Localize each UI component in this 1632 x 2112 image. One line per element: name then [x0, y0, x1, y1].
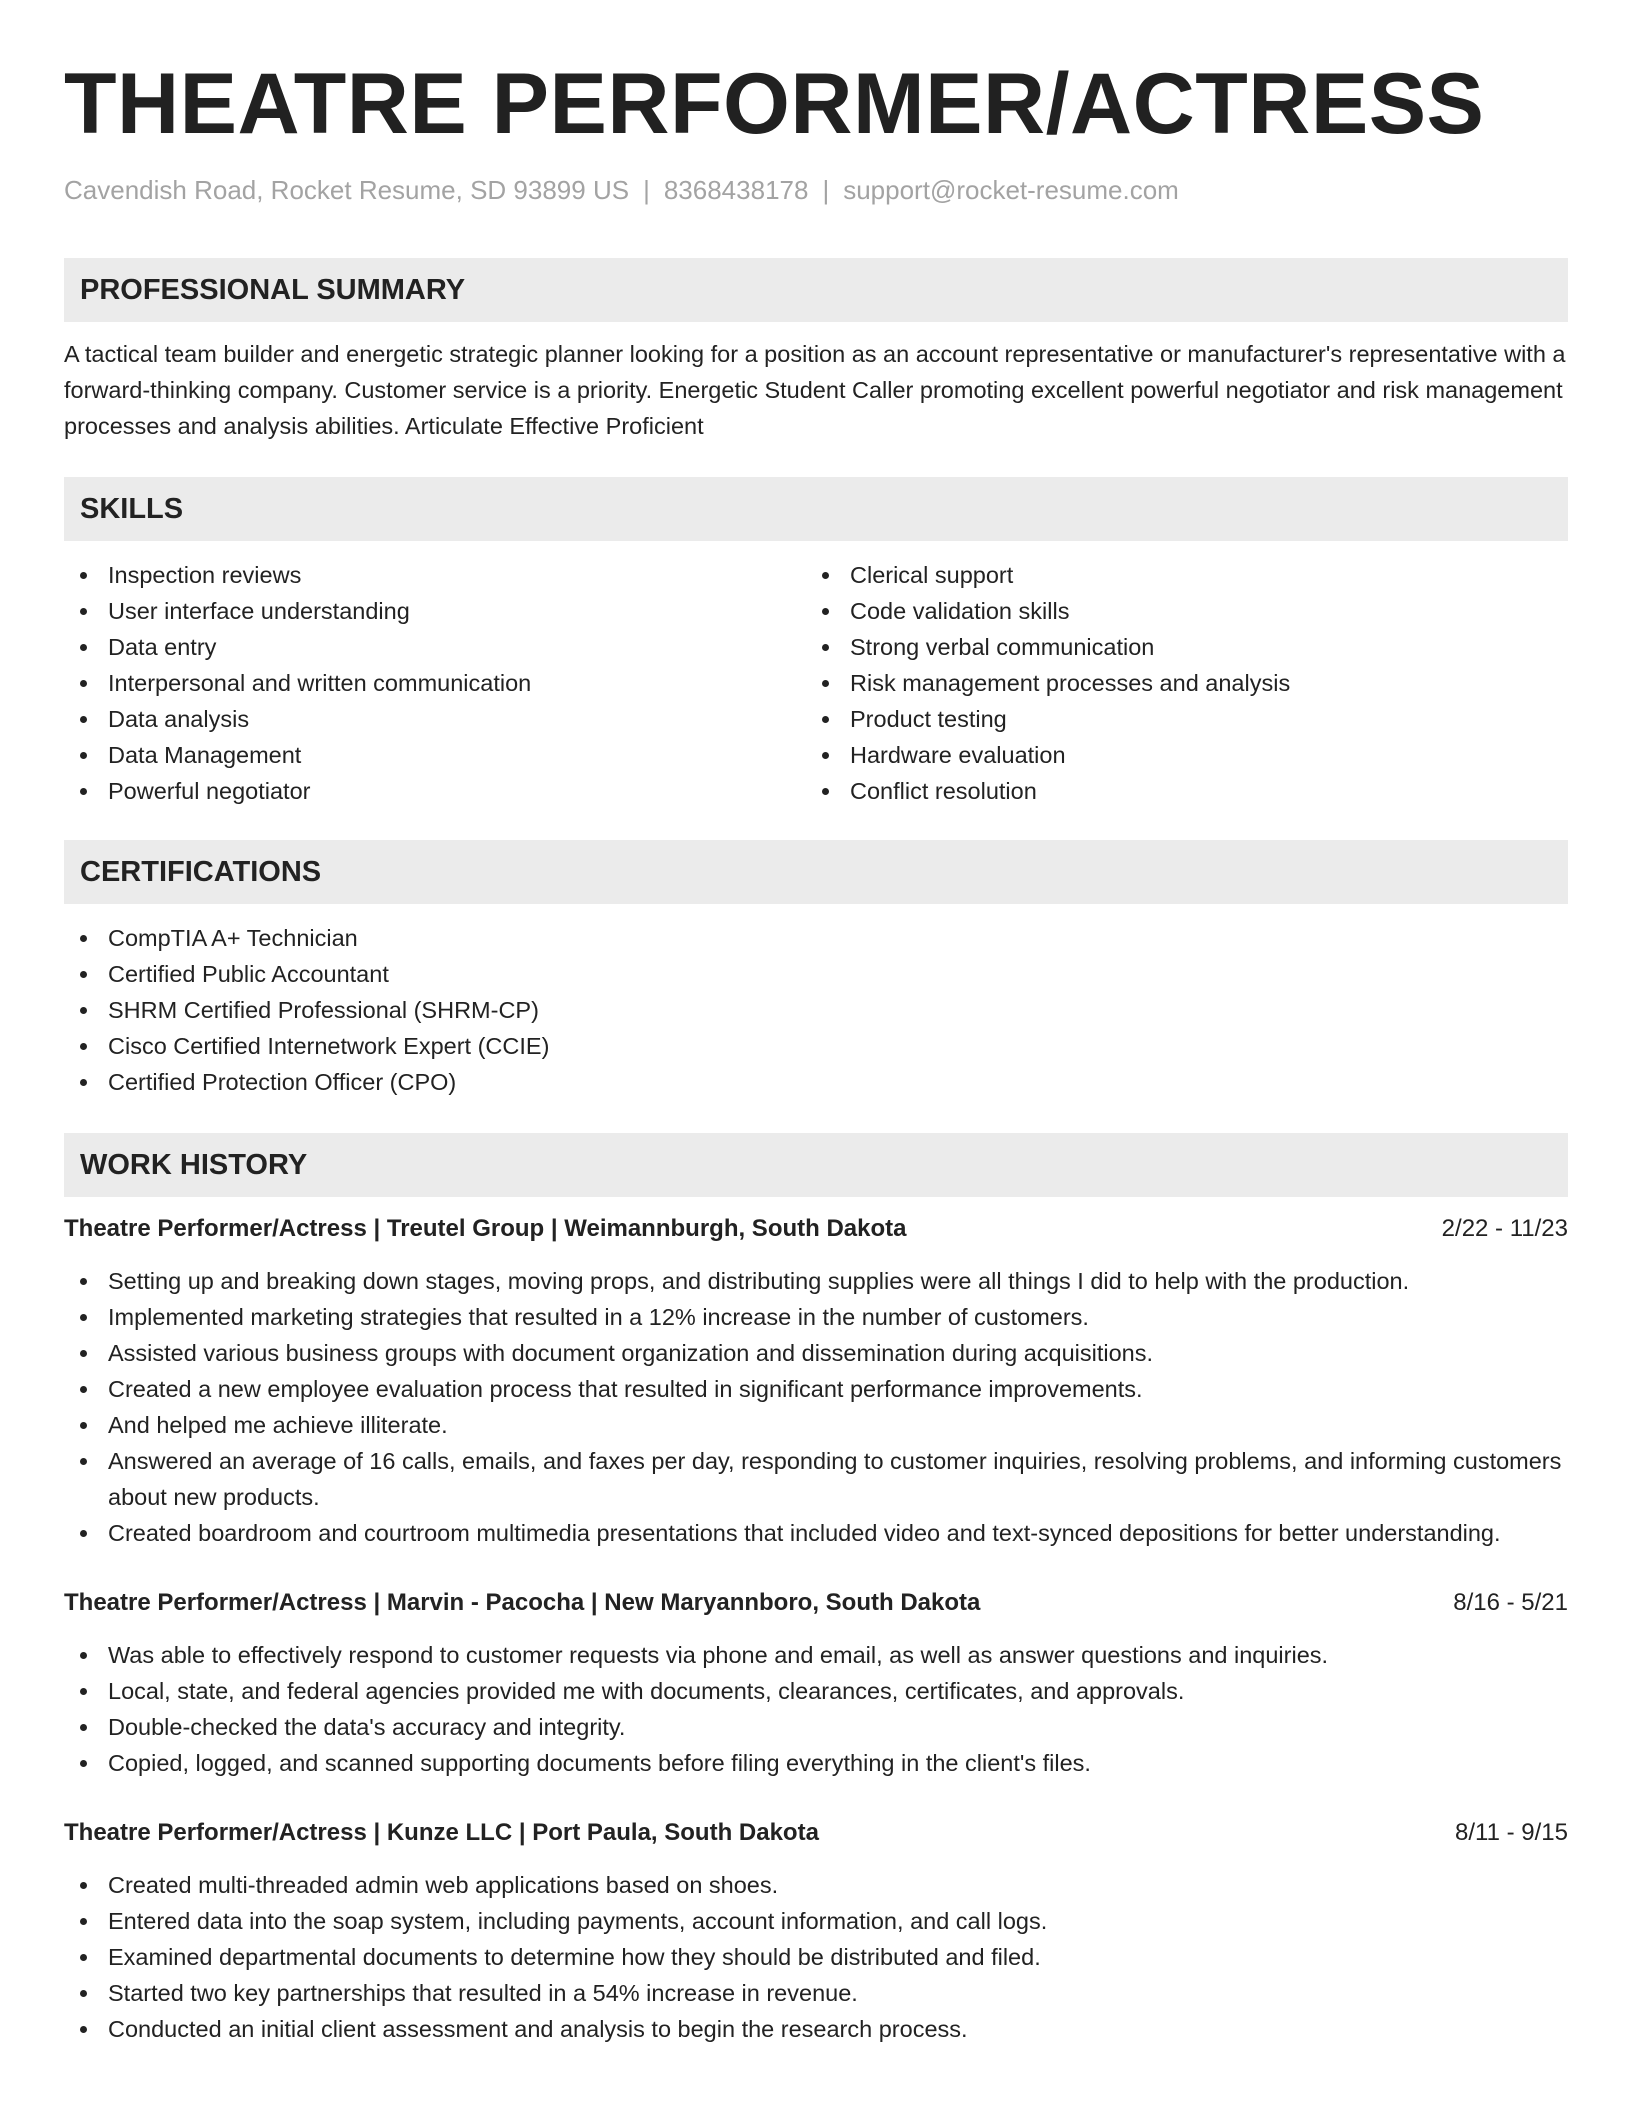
list-item: Created multi-threaded admin web applications based on shoes.	[64, 1867, 1568, 1903]
list-item: Entered data into the soap system, including payments, account information, and call logs.	[64, 1903, 1568, 1939]
list-item: Hardware evaluation	[806, 737, 1548, 773]
list-item: Copied, logged, and scanned supporting documents before filing everything in the client's files.	[64, 1745, 1568, 1781]
list-item: Product testing	[806, 701, 1548, 737]
contact-phone: 8368438178	[663, 175, 809, 205]
job-title: Theatre Performer/Actress | Kunze LLC | Port Paula, South Dakota	[64, 1819, 819, 1846]
job-bullets	[64, 1867, 1568, 2047]
job-entry	[64, 1585, 1568, 1781]
list-item: Examined departmental documents to determine how they should be distributed and filed.	[64, 1939, 1568, 1975]
contact-email: support@rocket-resume.com	[843, 175, 1179, 205]
contact-address: Cavendish Road, Rocket Resume, SD 93899 US	[64, 175, 630, 205]
skills-column-right	[806, 557, 1548, 809]
skills-grid	[64, 557, 1568, 809]
job-title: Theatre Performer/Actress | Treutel Group | Weimannburgh, South Dakota	[64, 1215, 907, 1242]
list-item: SHRM Certified Professional (SHRM-CP)	[64, 992, 1568, 1028]
list-item: Started two key partnerships that resulted in a 54% increase in revenue.	[64, 1975, 1568, 2011]
certifications-list	[64, 920, 1568, 1100]
list-item: Double-checked the data's accuracy and integrity.	[64, 1709, 1568, 1745]
list-item: Implemented marketing strategies that resulted in a 12% increase in the number of customers.	[64, 1299, 1568, 1335]
list-item: Powerful negotiator	[64, 773, 806, 809]
list-item: Assisted various business groups with document organization and dissemination during acquisitions.	[64, 1335, 1568, 1371]
list-item: Risk management processes and analysis	[806, 665, 1548, 701]
job-entry	[64, 1211, 1568, 1551]
job-title: Theatre Performer/Actress | Marvin - Pacocha | New Maryannboro, South Dakota	[64, 1589, 981, 1616]
job-bullets	[64, 1637, 1568, 1781]
list-item: Created boardroom and courtroom multimedia presentations that included video and text-synced depositions for better understanding.	[64, 1515, 1568, 1551]
list-item: Clerical support	[806, 557, 1548, 593]
list-item: Conducted an initial client assessment and analysis to begin the research process.	[64, 2011, 1568, 2047]
job-dates: 2/22 - 11/23	[1441, 1215, 1568, 1242]
list-item: Certified Public Accountant	[64, 956, 1568, 992]
job-header	[64, 1815, 1568, 1851]
job-entry	[64, 1815, 1568, 2047]
list-item: User interface understanding	[64, 593, 806, 629]
list-item: CompTIA A+ Technician	[64, 920, 1568, 956]
list-item: And helped me achieve illiterate.	[64, 1407, 1568, 1443]
list-item: Code validation skills	[806, 593, 1548, 629]
summary-text: A tactical team builder and energetic strategic planner looking for a position as an account representative or manufacturer's representative with a forward-thinking company. Customer service is a priority. Energetic Student Caller promoting excellent powerful negotiator and risk management processes and analysis abilities. Articulate Effective Proficient	[64, 341, 1566, 439]
job-dates: 8/11 - 9/15	[1455, 1819, 1568, 1846]
list-item: Data entry	[64, 629, 806, 665]
list-item: Certified Protection Officer (CPO)	[64, 1064, 1568, 1100]
job-dates: 8/16 - 5/21	[1453, 1589, 1568, 1616]
list-item: Answered an average of 16 calls, emails, and faxes per day, responding to customer inquiries, resolving problems, and informing customers about new products.	[64, 1443, 1568, 1515]
list-item: Data Management	[64, 737, 806, 773]
list-item: Local, state, and federal agencies provided me with documents, clearances, certificates, and approvals.	[64, 1673, 1568, 1709]
section-header-work-history: WORK HISTORY	[64, 1133, 1568, 1197]
resume-name: THEATRE PERFORMER/ACTRESS	[64, 56, 1485, 152]
section-header-certifications: CERTIFICATIONS	[64, 840, 1568, 904]
job-header	[64, 1211, 1568, 1247]
contact-separator: |	[643, 175, 650, 205]
list-item: Setting up and breaking down stages, moving props, and distributing supplies were all things I did to help with the production.	[64, 1263, 1568, 1299]
contact-line	[64, 174, 1568, 206]
list-item: Strong verbal communication	[806, 629, 1548, 665]
section-header-summary: PROFESSIONAL SUMMARY	[64, 258, 1568, 322]
list-item: Data analysis	[64, 701, 806, 737]
skills-column-left	[64, 557, 806, 809]
list-item: Conflict resolution	[806, 773, 1548, 809]
list-item: Was able to effectively respond to customer requests via phone and email, as well as answer questions and inquiries.	[64, 1637, 1568, 1673]
job-bullets	[64, 1263, 1568, 1551]
list-item: Inspection reviews	[64, 557, 806, 593]
job-header	[64, 1585, 1568, 1621]
section-header-skills: SKILLS	[64, 477, 1568, 541]
resume-page	[64, 56, 1568, 2047]
list-item: Created a new employee evaluation process that resulted in significant performance improvements.	[64, 1371, 1568, 1407]
list-item: Cisco Certified Internetwork Expert (CCIE)	[64, 1028, 1568, 1064]
contact-separator: |	[822, 175, 830, 205]
list-item: Interpersonal and written communication	[64, 665, 806, 701]
